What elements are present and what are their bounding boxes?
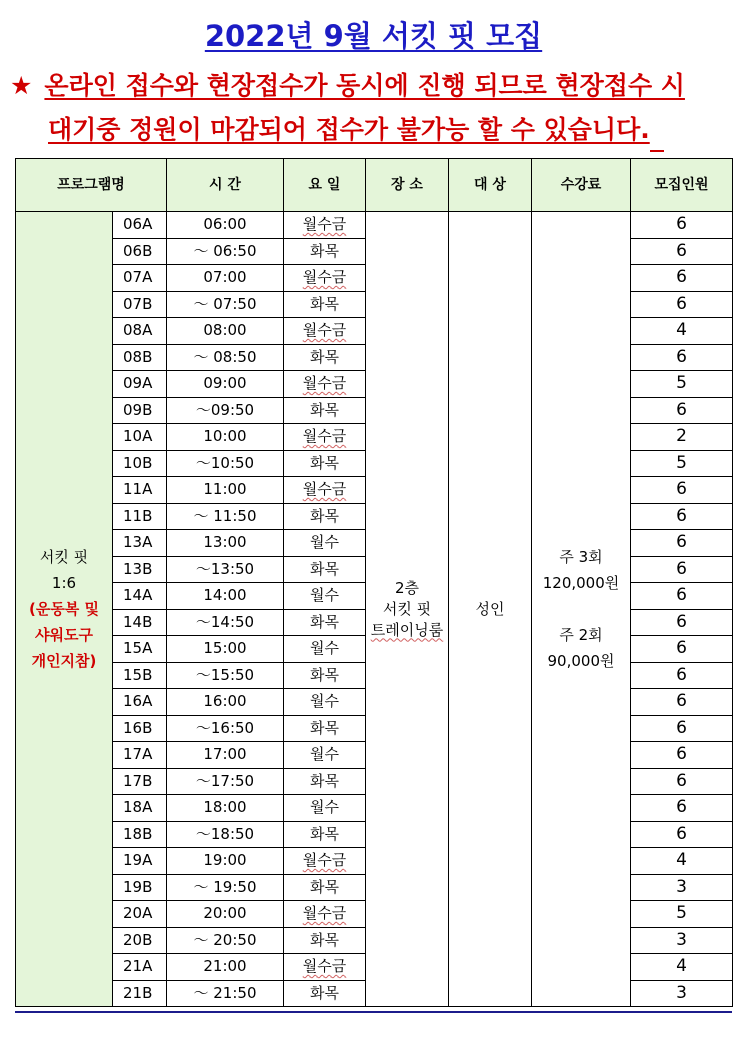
class-day [284,927,366,954]
class-time: 16:00 [167,689,284,716]
class-capacity: 4 [631,848,733,875]
notice-text-1: 온라인 접수와 현장접수가 동시에 진행 되므로 현장접수 시 [44,71,685,100]
page-title [0,16,747,56]
class-code: 17B [113,768,167,795]
class-time: ～ 21:50 [167,980,284,1007]
class-capacity: 3 [631,927,733,954]
class-day-text: 월수금 [302,480,347,498]
class-day [284,450,366,477]
class-capacity: 3 [631,980,733,1007]
class-code: 08A [113,318,167,345]
class-day [284,371,366,398]
class-code: 13A [113,530,167,557]
class-code: 06B [113,238,167,265]
class-time: 10:00 [167,424,284,451]
class-day [284,848,366,875]
class-day-text: 월수 [310,533,339,551]
class-day [284,901,366,928]
class-code: 06A [113,212,167,239]
class-day-text: 화목 [310,241,339,260]
class-code: 16A [113,689,167,716]
class-time: ～15:50 [167,662,284,689]
class-code: 18A [113,795,167,822]
notice-line-2 [0,108,747,152]
class-code: 16B [113,715,167,742]
class-capacity: 5 [631,901,733,928]
class-day [284,636,366,663]
schedule-table [15,158,733,1007]
place-cell [366,212,449,1007]
class-day [284,238,366,265]
class-day [284,742,366,769]
program-name: 서킷 핏 [39,548,89,566]
class-code: 10B [113,450,167,477]
class-day-text: 월수금 [302,215,347,233]
star-icon: ★ [10,71,33,100]
class-time: ～14:50 [167,609,284,636]
class-day-text: 월수 [310,639,339,657]
class-time: 20:00 [167,901,284,928]
class-time: ～09:50 [167,397,284,424]
class-code: 15B [113,662,167,689]
class-time: ～17:50 [167,768,284,795]
class-time: ～ 19:50 [167,874,284,901]
program-note-1: (운동복 및 [28,600,100,618]
class-capacity: 6 [631,636,733,663]
fee-line-3: 주 2회 [559,626,603,644]
class-day [284,344,366,371]
class-time: 19:00 [167,848,284,875]
place-line-1: 2층 [394,578,420,597]
class-capacity: 3 [631,874,733,901]
class-capacity: 4 [631,954,733,981]
class-day-text: 화목 [310,983,339,1002]
class-time: ～16:50 [167,715,284,742]
class-capacity: 6 [631,397,733,424]
class-day [284,424,366,451]
class-time: ～ 06:50 [167,238,284,265]
class-time: 21:00 [167,954,284,981]
class-capacity: 6 [631,530,733,557]
class-time: ～18:50 [167,821,284,848]
class-capacity: 2 [631,424,733,451]
table-row [16,212,733,239]
class-capacity: 4 [631,318,733,345]
class-day [284,874,366,901]
header-target: 대 상 [449,159,532,212]
class-day-text: 월수금 [302,374,347,392]
program-cell [16,212,113,1007]
class-capacity: 6 [631,477,733,504]
program-note-3: 개인지참) [31,652,97,670]
place-line-3: 트레이닝룸 [370,620,444,639]
class-capacity: 6 [631,212,733,239]
class-day-text: 월수 [310,745,339,763]
header-program: 프로그램명 [16,159,167,212]
table-header-row [16,159,733,212]
class-code: 21B [113,980,167,1007]
class-day-text: 화목 [310,400,339,419]
class-day [284,689,366,716]
class-code: 08B [113,344,167,371]
place-line-2: 서킷 핏 [382,599,432,618]
class-day-text: 화목 [310,771,339,790]
class-time: ～ 08:50 [167,344,284,371]
class-code: 19B [113,874,167,901]
class-day-text: 화목 [310,718,339,737]
program-ratio: 1:6 [51,574,77,592]
class-day-text: 화목 [310,930,339,949]
class-day [284,318,366,345]
class-code: 17A [113,742,167,769]
program-note-2: 샤워도구 [35,626,93,644]
class-time: ～ 07:50 [167,291,284,318]
fee-line-4: 90,000원 [547,652,615,670]
class-code: 14A [113,583,167,610]
class-code: 14B [113,609,167,636]
class-code: 07B [113,291,167,318]
class-capacity: 6 [631,291,733,318]
class-capacity: 6 [631,556,733,583]
class-code: 13B [113,556,167,583]
class-day-text: 화목 [310,294,339,313]
class-capacity: 5 [631,450,733,477]
class-code: 09B [113,397,167,424]
class-day [284,715,366,742]
class-day-text: 화목 [310,453,339,472]
class-day-text: 월수금 [302,321,347,339]
header-day: 요 일 [284,159,366,212]
class-code: 20A [113,901,167,928]
class-code: 19A [113,848,167,875]
class-time: 11:00 [167,477,284,504]
class-capacity: 6 [631,609,733,636]
header-place: 장 소 [366,159,449,212]
class-capacity: 6 [631,768,733,795]
class-time: 09:00 [167,371,284,398]
class-time: 08:00 [167,318,284,345]
class-capacity: 6 [631,265,733,292]
class-day [284,212,366,239]
class-capacity: 6 [631,715,733,742]
class-capacity: 6 [631,795,733,822]
class-capacity: 6 [631,742,733,769]
class-day [284,530,366,557]
class-day-text: 화목 [310,347,339,366]
header-fee: 수강료 [532,159,631,212]
class-time: 15:00 [167,636,284,663]
notice-text-2: 대기중 정원이 마감되어 접수가 불가능 할 수 있습니다. [48,115,650,144]
fee-line-2: 120,000원 [542,574,620,592]
header-time: 시 간 [167,159,284,212]
class-code: 11B [113,503,167,530]
class-time: 14:00 [167,583,284,610]
class-day-text: 월수 [310,692,339,710]
class-code: 07A [113,265,167,292]
class-day [284,556,366,583]
fee-cell [532,212,631,1007]
header-capacity: 모집인원 [631,159,733,212]
class-code: 18B [113,821,167,848]
class-day-text: 화목 [310,877,339,896]
class-code: 21A [113,954,167,981]
class-day-text: 화목 [310,665,339,684]
class-day-text: 월수 [310,798,339,816]
page-title-text: 2022년 9월 서킷 핏 모집 [204,19,543,53]
class-day-text: 월수금 [302,268,347,286]
class-day-text: 월수금 [302,904,347,922]
class-capacity: 6 [631,238,733,265]
class-day [284,477,366,504]
class-time: ～10:50 [167,450,284,477]
class-day-text: 화목 [310,824,339,843]
class-capacity: 6 [631,662,733,689]
class-day-text: 화목 [310,506,339,525]
class-day-text: 월수 [310,586,339,604]
class-time: 07:00 [167,265,284,292]
class-code: 11A [113,477,167,504]
bottom-rule [15,1011,732,1013]
class-capacity: 6 [631,583,733,610]
class-day-text: 월수금 [302,427,347,445]
class-capacity: 6 [631,344,733,371]
class-day [284,265,366,292]
target-cell: 성인 [449,212,532,1007]
class-day [284,609,366,636]
class-day [284,795,366,822]
class-time: ～13:50 [167,556,284,583]
class-time: 06:00 [167,212,284,239]
class-code: 20B [113,927,167,954]
class-code: 10A [113,424,167,451]
class-code: 15A [113,636,167,663]
class-day-text: 월수금 [302,957,347,975]
table-body [16,212,733,1007]
class-day [284,768,366,795]
notice [0,64,747,152]
class-code: 09A [113,371,167,398]
class-day [284,662,366,689]
class-day [284,980,366,1007]
class-time: ～ 11:50 [167,503,284,530]
class-capacity: 6 [631,503,733,530]
class-day-text: 월수금 [302,851,347,869]
class-day [284,821,366,848]
fee-line-1: 주 3회 [559,548,603,566]
class-capacity: 6 [631,821,733,848]
class-day-text: 화목 [310,612,339,631]
class-capacity: 6 [631,689,733,716]
class-day [284,503,366,530]
class-day [284,291,366,318]
class-time: ～ 20:50 [167,927,284,954]
class-day [284,583,366,610]
class-day [284,954,366,981]
notice-line-1 [0,64,747,108]
class-day [284,397,366,424]
class-capacity: 5 [631,371,733,398]
class-time: 18:00 [167,795,284,822]
class-day-text: 화목 [310,559,339,578]
class-time: 17:00 [167,742,284,769]
class-time: 13:00 [167,530,284,557]
